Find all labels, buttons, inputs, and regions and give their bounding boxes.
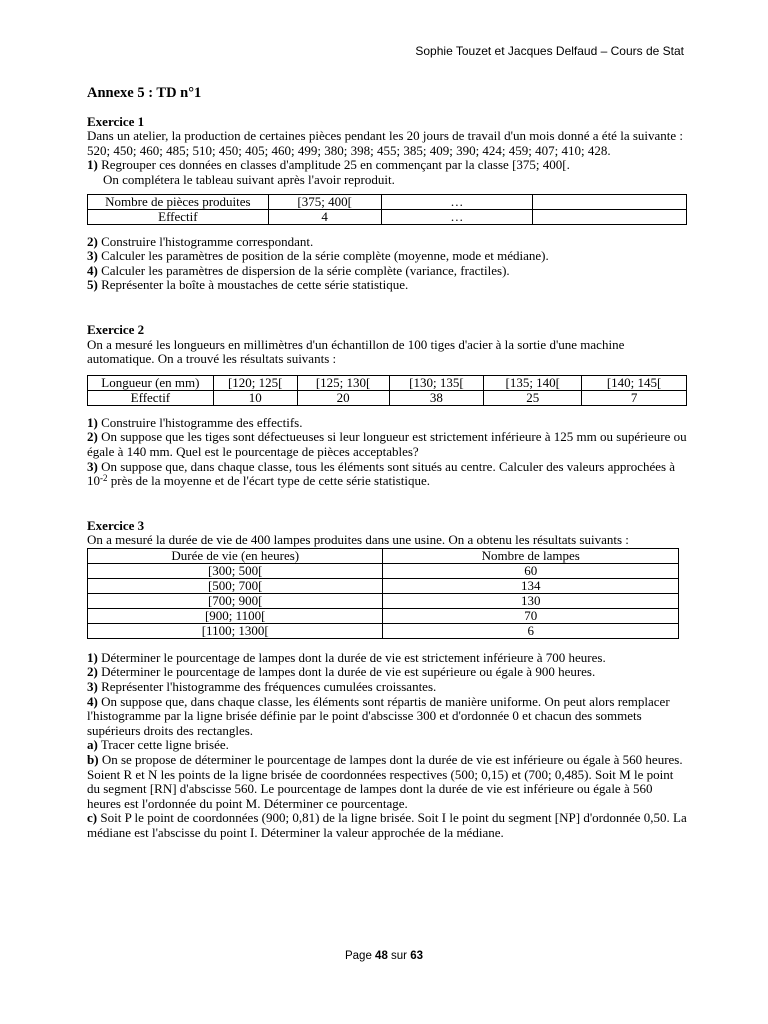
exercise-3-question-4c [87,811,687,840]
exercise-1-question-1 [87,158,687,173]
exercise-2-table [87,375,687,406]
table-cell [533,194,687,209]
table-cell: [130; 135[ [389,375,484,390]
question-number: c) [87,810,98,826]
page-number: 48 [375,950,388,962]
table-header-row [88,548,679,563]
table-cell: 10 [213,390,297,405]
table-cell: Effectif [88,209,269,224]
table-cell: 38 [389,390,484,405]
question-number: 1) [87,649,98,665]
exponent: -2 [100,473,108,484]
page-total: 63 [410,950,424,962]
table-cell: 4 [268,209,381,224]
exercise-2-question-2 [87,430,687,459]
table-cell: 6 [383,623,679,638]
question-number: 4) [87,693,98,709]
table-cell: 20 [297,390,389,405]
question-number: 2) [87,233,98,249]
exercise-3-question-4b [87,753,687,811]
question-text: Tracer cette ligne brisée. [100,737,229,753]
exercise-3 [87,519,687,841]
question-number: a) [87,737,98,753]
table-cell: [900; 1100[ [88,608,383,623]
table-cell: 60 [383,563,679,578]
table-cell: 7 [582,390,687,405]
question-number: 5) [87,277,98,293]
table-cell: [135; 140[ [484,375,582,390]
question-text: Construire l'histogramme des effectifs. [101,414,303,430]
footer-prefix: Page [344,950,376,962]
question-text: Construire l'histogramme correspondant. [101,233,314,249]
table-row [88,608,679,623]
question-number: 4) [87,262,98,278]
question-text: Déterminer le pourcentage de lampes dont la durée de vie est supérieure ou égale à 900 heures. [101,664,596,680]
exercise-1-table [87,194,687,225]
table-cell: [700; 900[ [88,593,383,608]
question-text: On se propose de déterminer le pourcentage de lampes dont la durée de vie est inférieure ou égale à 560 heures. Soient R et N les points de la ligne brisée de coordonnées respectives (500; 0,15) et (700; 0,485). Soit M le point du segment [RN] d'abscisse 560. Le pourcentage de lampes dont la durée de vie est inférieure ou égale à 560 heures est l'ordonnée du point M. Déterminer ce pourcentage. [87,752,683,811]
question-number: 2) [87,429,98,445]
table-cell: Effectif [88,390,214,405]
annex-title: Annexe 5 : TD n°1 [87,85,202,101]
question-number: 1) [87,414,98,430]
exercise-2 [87,323,687,489]
footer-middle: sur [387,950,411,962]
exercise-1-title: Exercice 1 [87,113,145,129]
table-row [88,390,687,405]
table-cell: [300; 500[ [88,563,383,578]
table-cell: 130 [383,593,679,608]
exercise-1 [87,115,687,293]
table-cell: 70 [383,608,679,623]
question-number: 3) [87,679,98,695]
spacer [87,489,687,519]
question-text-end: près de la moyenne et de l'écart type de cette série statistique. [107,473,431,489]
exercise-3-title: Exercice 3 [87,517,145,533]
exercise-1-question-1-instruction: On complétera le tableau suivant après l'avoir reproduit. [103,171,395,187]
table-row [88,563,679,578]
table-cell: Longueur (en mm) [88,375,214,390]
table-cell: [125; 130[ [297,375,389,390]
exercise-1-question-2 [87,235,687,250]
exercise-3-question-1 [87,651,687,666]
table-row [88,593,679,608]
table-row [88,578,679,593]
question-text: Déterminer le pourcentage de lampes dont la durée de vie est strictement inférieure à 700 heures. [101,649,606,665]
running-header: Sophie Touzet et Jacques Delfaud – Cours de Stat [415,44,684,58]
exercise-2-title: Exercice 2 [87,321,145,337]
exercise-2-question-1 [87,416,687,431]
table-cell: Nombre de pièces produites [88,194,269,209]
table-cell: 25 [484,390,582,405]
question-text: On suppose que, dans chaque classe, tous les éléments sont situés au centre. Calculer des valeurs approchées à 10 [87,458,676,489]
question-text: Représenter l'histogramme des fréquences cumulées croissantes. [101,679,437,695]
table-row [88,623,679,638]
table-row [88,375,687,390]
exercise-3-question-4a [87,738,687,753]
document-body [87,86,687,841]
table-cell: [1100; 1300[ [88,623,383,638]
exercise-3-intro: On a mesuré la durée de vie de 400 lampes produites dans une usine. On a obtenu les résultats suivants : [87,532,629,548]
exercise-1-question-3 [87,249,687,264]
table-row [88,194,687,209]
exercise-2-intro: On a mesuré les longueurs en millimètres d'un échantillon de 100 tiges d'acier à la sortie d'une machine automatique. On a trouvé les résultats suivants : [87,336,625,367]
question-text: Soit P le point de coordonnées (900; 0,81) de la ligne brisée. Soit I le point du segment [NP] d'ordonnée 0,50. La médiane est l'abscisse du point I. Déterminer la valeur approchée de la médiane. [87,810,687,840]
spacer [87,293,687,323]
table-cell: … [381,209,533,224]
exercise-1-question-5 [87,278,687,293]
exercise-1-intro: Dans un atelier, la production de certaines pièces pendant les 20 jours de travail d'un mois donné a été la suivante : 520; 450; 460; 485; 510; 450; 405; 460; 499; 380; 398; 455; 385; 409; 390; 424; 459; 407; 410; 428. [87,128,684,158]
exercise-3-table [87,548,679,639]
table-cell [533,209,687,224]
exercise-3-question-4 [87,695,687,739]
exercise-1-question-4 [87,264,687,279]
question-text: Représenter la boîte à moustaches de cette série statistique. [101,277,409,293]
exercise-2-question-3 [87,460,687,489]
table-row [88,209,687,224]
table-header-cell: Nombre de lampes [383,548,679,563]
table-header-cell: Durée de vie (en heures) [88,548,383,563]
question-number: 3) [87,458,98,474]
exercise-3-question-3 [87,680,687,695]
table-cell: [120; 125[ [213,375,297,390]
question-number: 3) [87,248,98,264]
question-number: 2) [87,664,98,680]
question-text: On suppose que, dans chaque classe, les éléments sont répartis de manière uniforme. On peut alors remplacer l'histogramme par la ligne brisée définie par le point d'abscisse 300 et d'ordonnée 0 et chacun des sommets supérieurs droits des rectangles. [87,693,670,738]
exercise-3-question-2 [87,665,687,680]
table-cell: [375; 400[ [268,194,381,209]
question-number: 1) [87,157,98,173]
table-cell: [500; 700[ [88,578,383,593]
question-number: b) [87,752,99,768]
question-text: Calculer les paramètres de dispersion de la série complète (variance, fractiles). [101,262,510,278]
table-cell: 134 [383,578,679,593]
question-text: Regrouper ces données en classes d'amplitude 25 en commençant par la classe [375; 400[. [101,157,570,173]
question-text: On suppose que les tiges sont défectueuses si leur longueur est strictement inférieure à 125 mm ou supérieure ou égale à 140 mm. Quel est le pourcentage de pièces acceptables? [87,429,687,459]
page-footer [0,950,768,962]
table-cell: … [381,194,533,209]
table-cell: [140; 145[ [582,375,687,390]
question-text: Calculer les paramètres de position de la série complète (moyenne, mode et médiane). [101,248,549,264]
